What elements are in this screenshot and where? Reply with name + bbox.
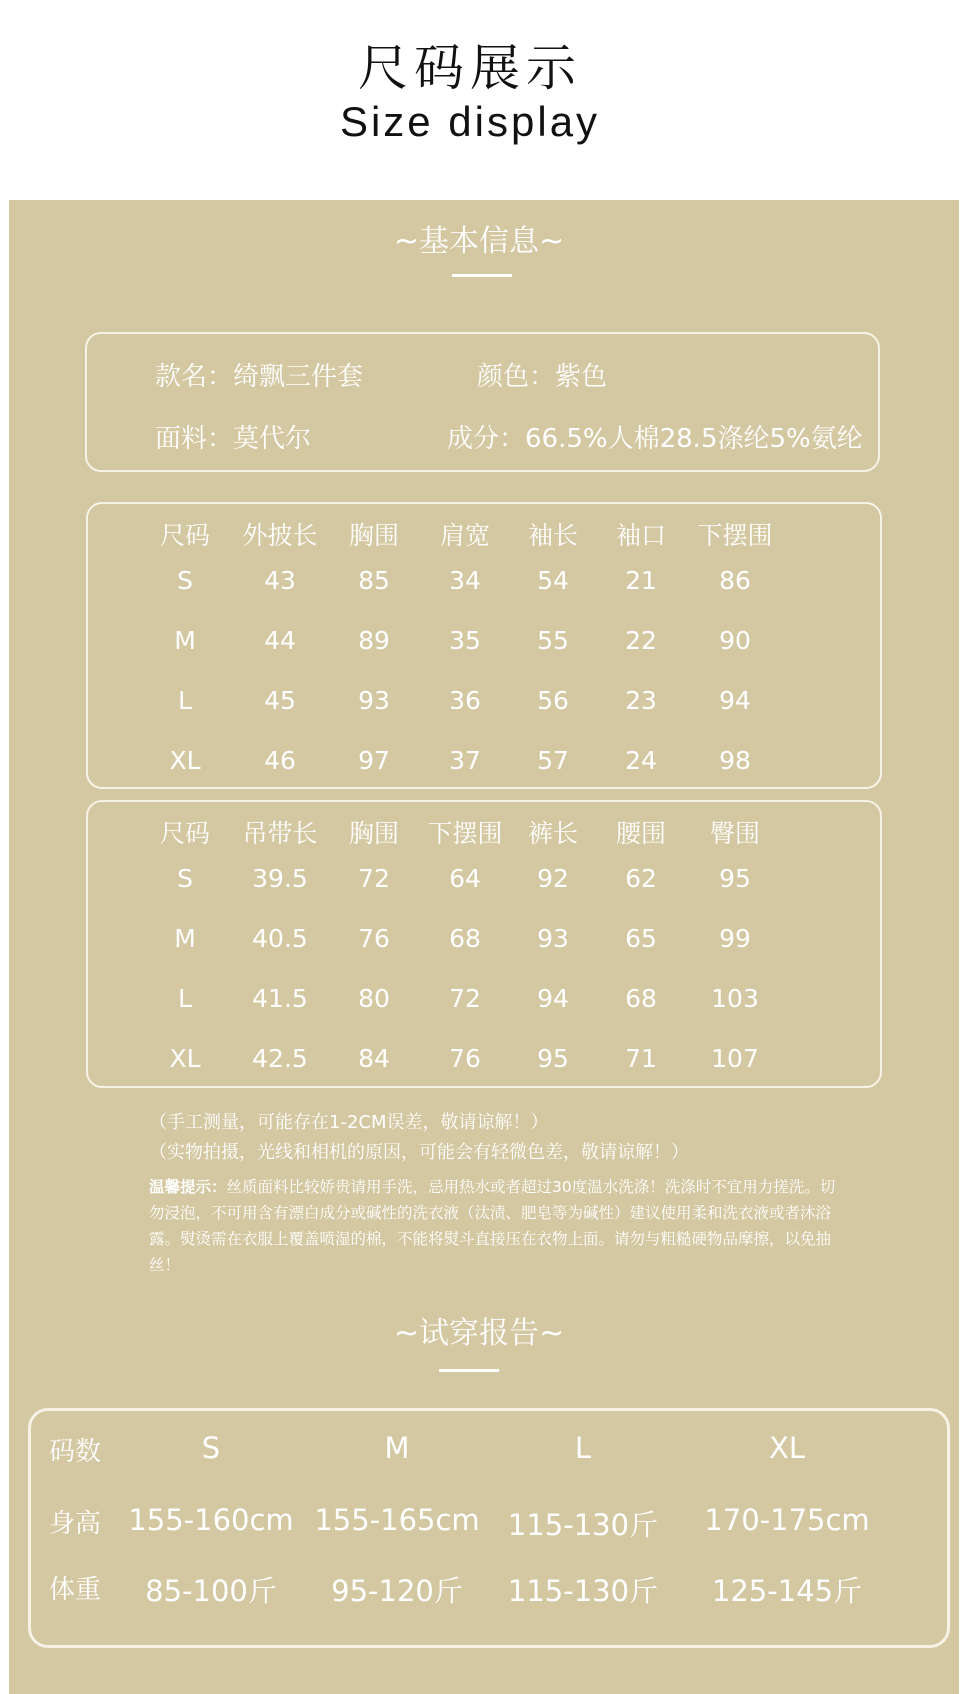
table-cell: 24	[625, 746, 657, 775]
page-header	[0, 0, 968, 200]
table-cell: 55	[537, 626, 569, 655]
basic-info-underline	[452, 274, 512, 277]
trial-row	[31, 1431, 947, 1481]
table-cell: 76	[449, 1044, 481, 1073]
page-subtitle: Size display	[339, 98, 601, 145]
table-cell: 94	[719, 686, 751, 715]
column-header: 吊带长	[242, 819, 318, 848]
table-cell: S	[177, 566, 193, 595]
table-cell: 72	[358, 864, 390, 893]
table-cell: 37	[449, 746, 481, 775]
table-cell: 68	[449, 924, 481, 953]
table-row	[88, 746, 880, 786]
column-header: 臀围	[709, 819, 760, 848]
table-header-row	[88, 516, 880, 556]
color-info: 颜色：紫色	[477, 362, 608, 392]
table-row	[88, 566, 880, 606]
column-header: 裤长	[527, 819, 578, 848]
table-cell: 76	[358, 924, 390, 953]
size-panel	[9, 200, 959, 1694]
inner-size-table	[86, 800, 882, 1088]
table-cell: 42.5	[252, 1044, 308, 1073]
trial-row	[31, 1503, 947, 1553]
table-cell: 86	[719, 566, 751, 595]
table-cell: 80	[358, 984, 390, 1013]
care-tips-text: 丝质面料比较娇贵请用手洗，忌用热水或者超过30度温水洗涤！洗涤时不宜用力搓洗。切勿浸泡，不可用含有漂白成分或碱性的洗衣液（汰渍、肥皂等为碱性）建议使用柔和洗衣液或者沐浴露。熨烫需在衣服上覆盖喷湿的棉，不能将熨斗直接压在衣物上面。请勿与粗糙硬物品摩擦，以免抽丝！	[149, 1178, 836, 1274]
trial-cell: 85-100斤	[145, 1574, 277, 1608]
column-header: 袖长	[527, 521, 578, 550]
table-cell: 35	[449, 626, 481, 655]
table-cell: XL	[169, 1044, 201, 1073]
table-cell: 98	[719, 746, 751, 775]
table-cell: 40.5	[252, 924, 308, 953]
table-cell: 43	[264, 566, 296, 595]
table-cell: 44	[264, 626, 296, 655]
basic-info-title: ~基本信息~	[393, 224, 565, 259]
table-cell: 97	[358, 746, 390, 775]
trial-row-label: 码数	[49, 1437, 102, 1467]
table-cell: 94	[537, 984, 569, 1013]
table-cell: 21	[625, 566, 657, 595]
table-cell: 95	[537, 1044, 569, 1073]
table-cell: 65	[625, 924, 657, 953]
table-cell: 57	[537, 746, 569, 775]
trial-row-label: 身高	[49, 1509, 102, 1539]
table-cell: 85	[358, 566, 390, 595]
table-cell: 36	[449, 686, 481, 715]
trial-cell: 95-120斤	[331, 1574, 463, 1608]
table-header-row	[88, 814, 880, 854]
table-row	[88, 924, 880, 964]
care-tips-label: 温馨提示：	[149, 1178, 227, 1196]
column-header: 下摆围	[697, 521, 773, 550]
table-cell: 64	[449, 864, 481, 893]
table-cell: M	[174, 626, 196, 655]
trial-cell: 155-165cm	[314, 1503, 480, 1537]
basic-info-box	[85, 332, 880, 472]
table-cell: 56	[537, 686, 569, 715]
trial-report-box	[28, 1408, 950, 1648]
column-header: 尺码	[159, 819, 210, 848]
table-row	[88, 984, 880, 1024]
trial-cell: 170-175cm	[704, 1503, 870, 1537]
table-row	[88, 864, 880, 904]
table-cell: 71	[625, 1044, 657, 1073]
trial-cell: 155-160cm	[128, 1503, 294, 1537]
trial-row-label: 体重	[49, 1575, 102, 1605]
table-cell: 41.5	[252, 984, 308, 1013]
trial-cell: M	[384, 1431, 410, 1465]
table-cell: 92	[537, 864, 569, 893]
column-header: 肩宽	[439, 521, 490, 550]
notes-block	[149, 1108, 849, 1278]
trial-cell: 115-130斤	[507, 1574, 659, 1608]
table-cell: 90	[719, 626, 751, 655]
trial-cell: 115-130斤	[507, 1508, 659, 1542]
table-cell: 45	[264, 686, 296, 715]
table-cell: S	[177, 864, 193, 893]
table-cell: M	[174, 924, 196, 953]
care-tips	[149, 1174, 849, 1278]
table-cell: 34	[449, 566, 481, 595]
table-cell: XL	[169, 746, 201, 775]
trial-cell: 125-145斤	[711, 1574, 863, 1608]
composition-info: 成分：66.5%人棉28.5涤纶5%氨纶	[447, 424, 863, 454]
page-title: 尺码展示	[358, 39, 582, 97]
column-header: 袖口	[615, 521, 666, 550]
note-measurement: （手工测量，可能存在1-2CM误差，敬请谅解！）	[149, 1112, 549, 1133]
table-cell: 89	[358, 626, 390, 655]
table-row	[88, 686, 880, 726]
table-row	[88, 626, 880, 666]
table-cell: L	[178, 984, 192, 1013]
table-cell: L	[178, 686, 192, 715]
outer-size-table	[86, 502, 882, 789]
table-cell: 103	[711, 984, 759, 1013]
table-cell: 93	[537, 924, 569, 953]
table-cell: 72	[449, 984, 481, 1013]
table-cell: 107	[711, 1044, 759, 1073]
column-header: 腰围	[615, 819, 666, 848]
column-header: 尺码	[159, 521, 210, 550]
table-row	[88, 1044, 880, 1084]
fabric-info: 面料：莫代尔	[155, 424, 312, 454]
trial-report-title: ~试穿报告~	[393, 1316, 565, 1351]
table-cell: 23	[625, 686, 657, 715]
trial-cell: L	[574, 1431, 592, 1465]
style-name: 款名：绮飘三件套	[155, 362, 364, 392]
note-color: （实物拍摄，光线和相机的原因，可能会有轻微色差，敬请谅解！）	[149, 1142, 689, 1163]
table-cell: 22	[625, 626, 657, 655]
table-cell: 39.5	[252, 864, 308, 893]
column-header: 下摆围	[427, 819, 503, 848]
trial-cell: S	[201, 1431, 221, 1465]
table-cell: 93	[358, 686, 390, 715]
trial-report-underline	[439, 1369, 499, 1372]
column-header: 胸围	[348, 819, 399, 848]
table-cell: 62	[625, 864, 657, 893]
column-header: 外披长	[242, 521, 318, 550]
table-cell: 46	[264, 746, 296, 775]
table-cell: 84	[358, 1044, 390, 1073]
column-header: 胸围	[348, 521, 399, 550]
trial-row	[31, 1569, 947, 1619]
trial-cell: XL	[768, 1431, 806, 1465]
table-cell: 68	[625, 984, 657, 1013]
table-cell: 54	[537, 566, 569, 595]
table-cell: 95	[719, 864, 751, 893]
table-cell: 99	[719, 924, 751, 953]
